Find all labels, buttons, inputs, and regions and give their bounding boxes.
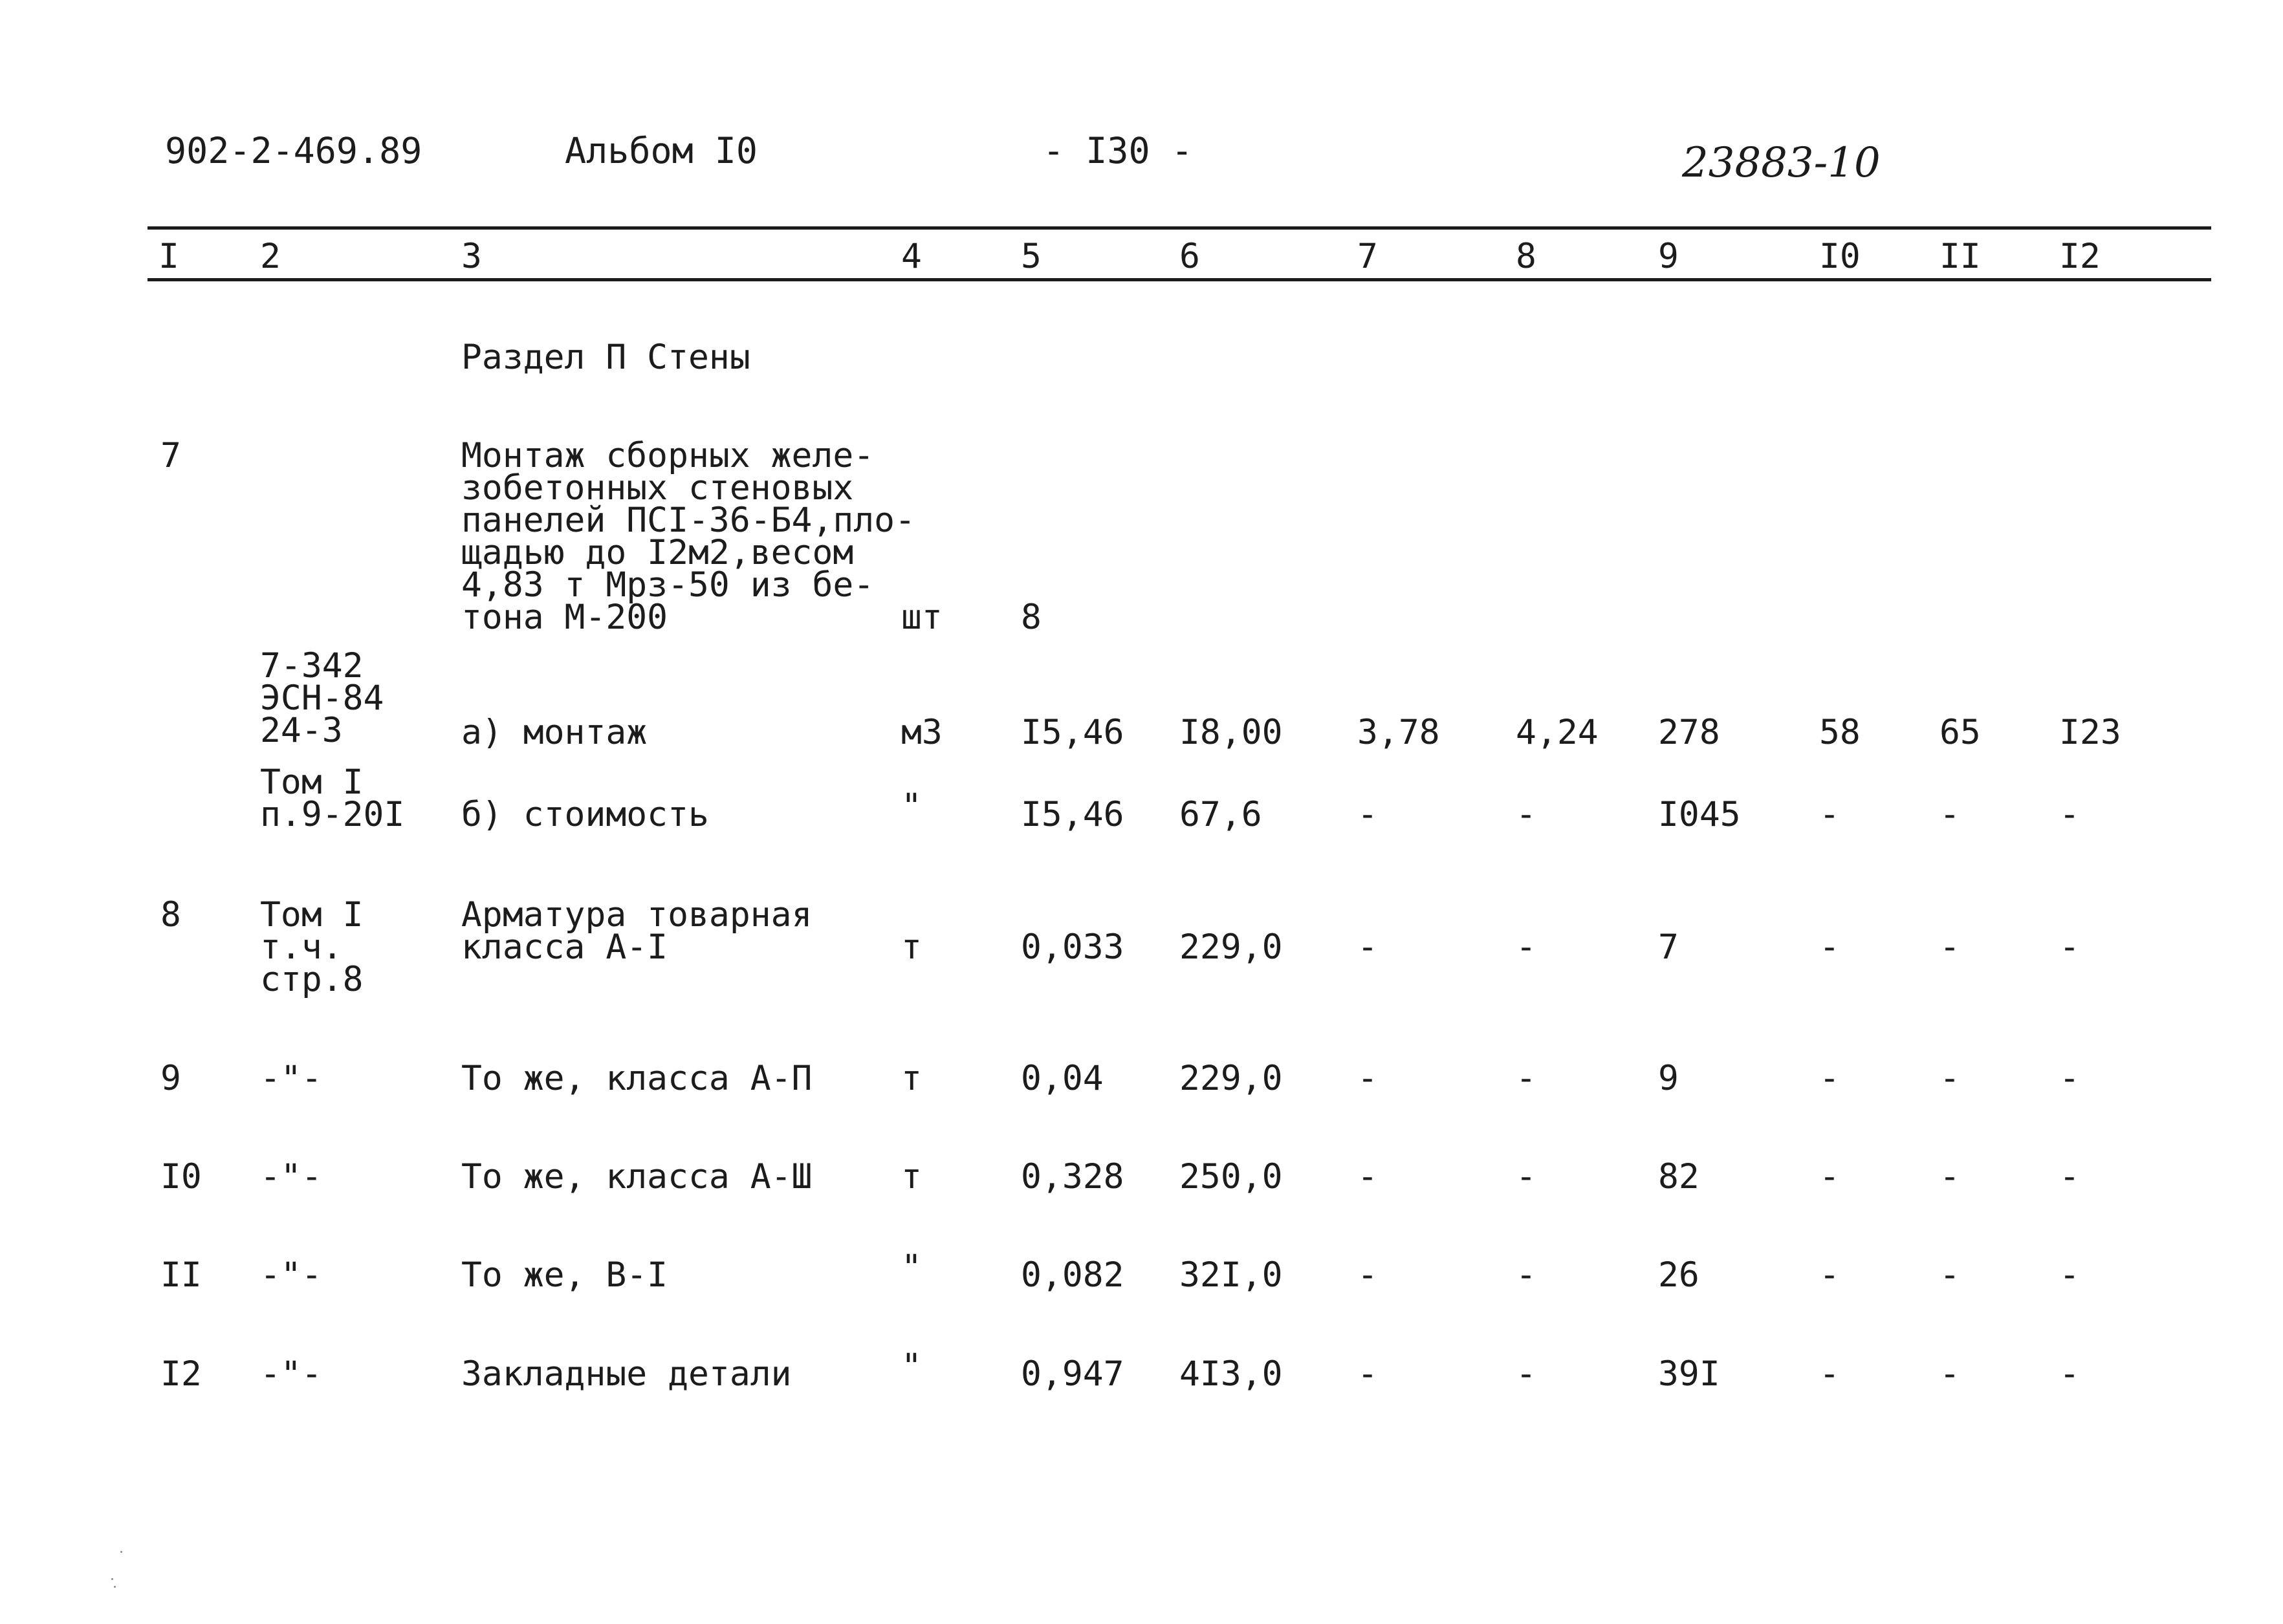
- cell-col5: 0,947: [1021, 1354, 1124, 1394]
- cell-col6: 32I,0: [1179, 1255, 1283, 1295]
- column-header: 8: [1516, 237, 1536, 276]
- item-description-line: Монтаж сборных желе-: [461, 436, 875, 475]
- reference-line: т.ч.: [260, 927, 343, 967]
- column-header: 7: [1357, 237, 1378, 276]
- cell-col9: I045: [1658, 795, 1741, 834]
- cell-col8: -: [1516, 795, 1536, 834]
- scan-speck: [111, 1578, 113, 1580]
- cell-col6: 4I3,0: [1179, 1354, 1283, 1394]
- cell-col11: -: [1939, 927, 1960, 967]
- item-description-line: зобетонных стеновых: [461, 468, 854, 508]
- cell-col11: -: [1939, 1157, 1960, 1196]
- item-description-line: панелей ПСI-36-Б4,пло-: [461, 501, 915, 540]
- cell-col9: 39I: [1658, 1354, 1720, 1394]
- unit-cell: ": [901, 1248, 922, 1287]
- row-number: II: [160, 1255, 202, 1295]
- cell-col8: -: [1516, 1354, 1536, 1394]
- header-bottom-rule: [147, 278, 2211, 281]
- cell-col10: -: [1819, 1255, 1840, 1295]
- unit-cell: т: [901, 927, 922, 967]
- cell-col10: -: [1819, 795, 1840, 834]
- cell-col9: 82: [1658, 1157, 1699, 1196]
- reference-cell: -"-: [260, 1255, 322, 1295]
- cell-col5: I5,46: [1021, 713, 1124, 752]
- cell-col7: -: [1357, 1059, 1378, 1098]
- cell-col5: 0,04: [1021, 1059, 1104, 1098]
- scan-speck: [114, 1586, 116, 1588]
- cell-col5: 0,082: [1021, 1255, 1124, 1295]
- reference-line: ЭСН-84: [260, 678, 384, 718]
- item-description-line: 4,83 т Мрз-50 из бе-: [461, 565, 875, 605]
- cell-col6: 250,0: [1179, 1157, 1283, 1196]
- sub-item-label: б) стоимость: [461, 795, 709, 834]
- cell-col9: 7: [1658, 927, 1679, 967]
- item-description-line: щадью до I2м2,весом: [461, 533, 854, 572]
- column-header: 6: [1179, 237, 1200, 276]
- reference-line: 7-342: [260, 646, 364, 686]
- item-description-line: класса А-I: [461, 927, 668, 967]
- cell-col9: 278: [1658, 713, 1720, 752]
- cell-col10: -: [1819, 1059, 1840, 1098]
- column-header: II: [1939, 237, 1981, 276]
- cell-col10: -: [1819, 1157, 1840, 1196]
- column-header: 2: [260, 237, 281, 276]
- cell-col8: -: [1516, 927, 1536, 967]
- cell-col8: -: [1516, 1255, 1536, 1295]
- reference-cell: -"-: [260, 1354, 322, 1394]
- document-code: 902-2-469.89: [165, 130, 422, 171]
- item-description: То же, класса А-П: [461, 1059, 813, 1098]
- unit-cell: ": [901, 786, 922, 826]
- cell-col10: -: [1819, 927, 1840, 967]
- cell-col12: -: [2059, 927, 2080, 967]
- cell-col12: -: [2059, 1059, 2080, 1098]
- row-number: 8: [160, 895, 181, 935]
- unit-cell: м3: [901, 713, 943, 752]
- quantity-cell: 8: [1021, 598, 1042, 637]
- reference-line: п.9-20I: [260, 795, 405, 834]
- reference-line: Том I: [260, 763, 364, 802]
- cell-col5: 0,033: [1021, 927, 1124, 967]
- cell-col12: -: [2059, 1157, 2080, 1196]
- reference-cell: -"-: [260, 1059, 322, 1098]
- cell-col7: -: [1357, 1255, 1378, 1295]
- cell-col6: I8,00: [1179, 713, 1283, 752]
- page-number: - I30 -: [1043, 130, 1193, 171]
- cell-col12: I23: [2059, 713, 2121, 752]
- section-title: Раздел П Стены: [461, 338, 750, 377]
- cell-col12: -: [2059, 1354, 2080, 1394]
- handwritten-number: 23883-10: [1682, 139, 1881, 187]
- reference-cell: -"-: [260, 1157, 322, 1196]
- cell-col11: -: [1939, 1255, 1960, 1295]
- column-header: 3: [461, 237, 482, 276]
- column-header: I0: [1819, 237, 1861, 276]
- cell-col12: -: [2059, 795, 2080, 834]
- column-header: 9: [1658, 237, 1679, 276]
- cell-col11: -: [1939, 1354, 1960, 1394]
- cell-col7: -: [1357, 1157, 1378, 1196]
- cell-col10: 58: [1819, 713, 1861, 752]
- cell-col7: -: [1357, 795, 1378, 834]
- item-description: То же, класса А-Ш: [461, 1157, 813, 1196]
- cell-col10: -: [1819, 1354, 1840, 1394]
- reference-line: стр.8: [260, 960, 364, 999]
- sub-item-label: а) монтаж: [461, 713, 648, 752]
- top-rule: [147, 226, 2211, 230]
- row-number: 7: [160, 436, 181, 475]
- column-header: 4: [901, 237, 922, 276]
- item-description: Закладные детали: [461, 1354, 792, 1394]
- cell-col12: -: [2059, 1255, 2080, 1295]
- scan-speck: [120, 1551, 122, 1553]
- cell-col11: -: [1939, 795, 1960, 834]
- cell-col6: 229,0: [1179, 927, 1283, 967]
- cell-col8: -: [1516, 1157, 1536, 1196]
- cell-col8: -: [1516, 1059, 1536, 1098]
- item-description: То же, В-I: [461, 1255, 668, 1295]
- unit-cell: т: [901, 1157, 922, 1196]
- cell-col6: 229,0: [1179, 1059, 1283, 1098]
- cell-col7: -: [1357, 927, 1378, 967]
- row-number: I2: [160, 1354, 202, 1394]
- unit-cell: т: [901, 1059, 922, 1098]
- column-header: 5: [1021, 237, 1042, 276]
- cell-col11: -: [1939, 1059, 1960, 1098]
- cell-col5: 0,328: [1021, 1157, 1124, 1196]
- cell-col9: 26: [1658, 1255, 1699, 1295]
- item-description-line: тона М-200: [461, 598, 668, 637]
- cell-col6: 67,6: [1179, 795, 1262, 834]
- cell-col7: -: [1357, 1354, 1378, 1394]
- cell-col8: 4,24: [1516, 713, 1599, 752]
- reference-line: Том I: [260, 895, 364, 935]
- column-header: I: [158, 237, 179, 276]
- item-description-line: Арматура товарная: [461, 895, 813, 935]
- cell-col9: 9: [1658, 1059, 1679, 1098]
- reference-line: 24-3: [260, 711, 343, 750]
- row-number: I0: [160, 1157, 202, 1196]
- unit-cell: ": [901, 1347, 922, 1386]
- cell-col7: 3,78: [1357, 713, 1440, 752]
- cell-col5: I5,46: [1021, 795, 1124, 834]
- unit-cell: шт: [901, 598, 943, 637]
- column-header: I2: [2059, 237, 2101, 276]
- album-label: Альбом I0: [565, 130, 758, 171]
- row-number: 9: [160, 1059, 181, 1098]
- cell-col11: 65: [1939, 713, 1981, 752]
